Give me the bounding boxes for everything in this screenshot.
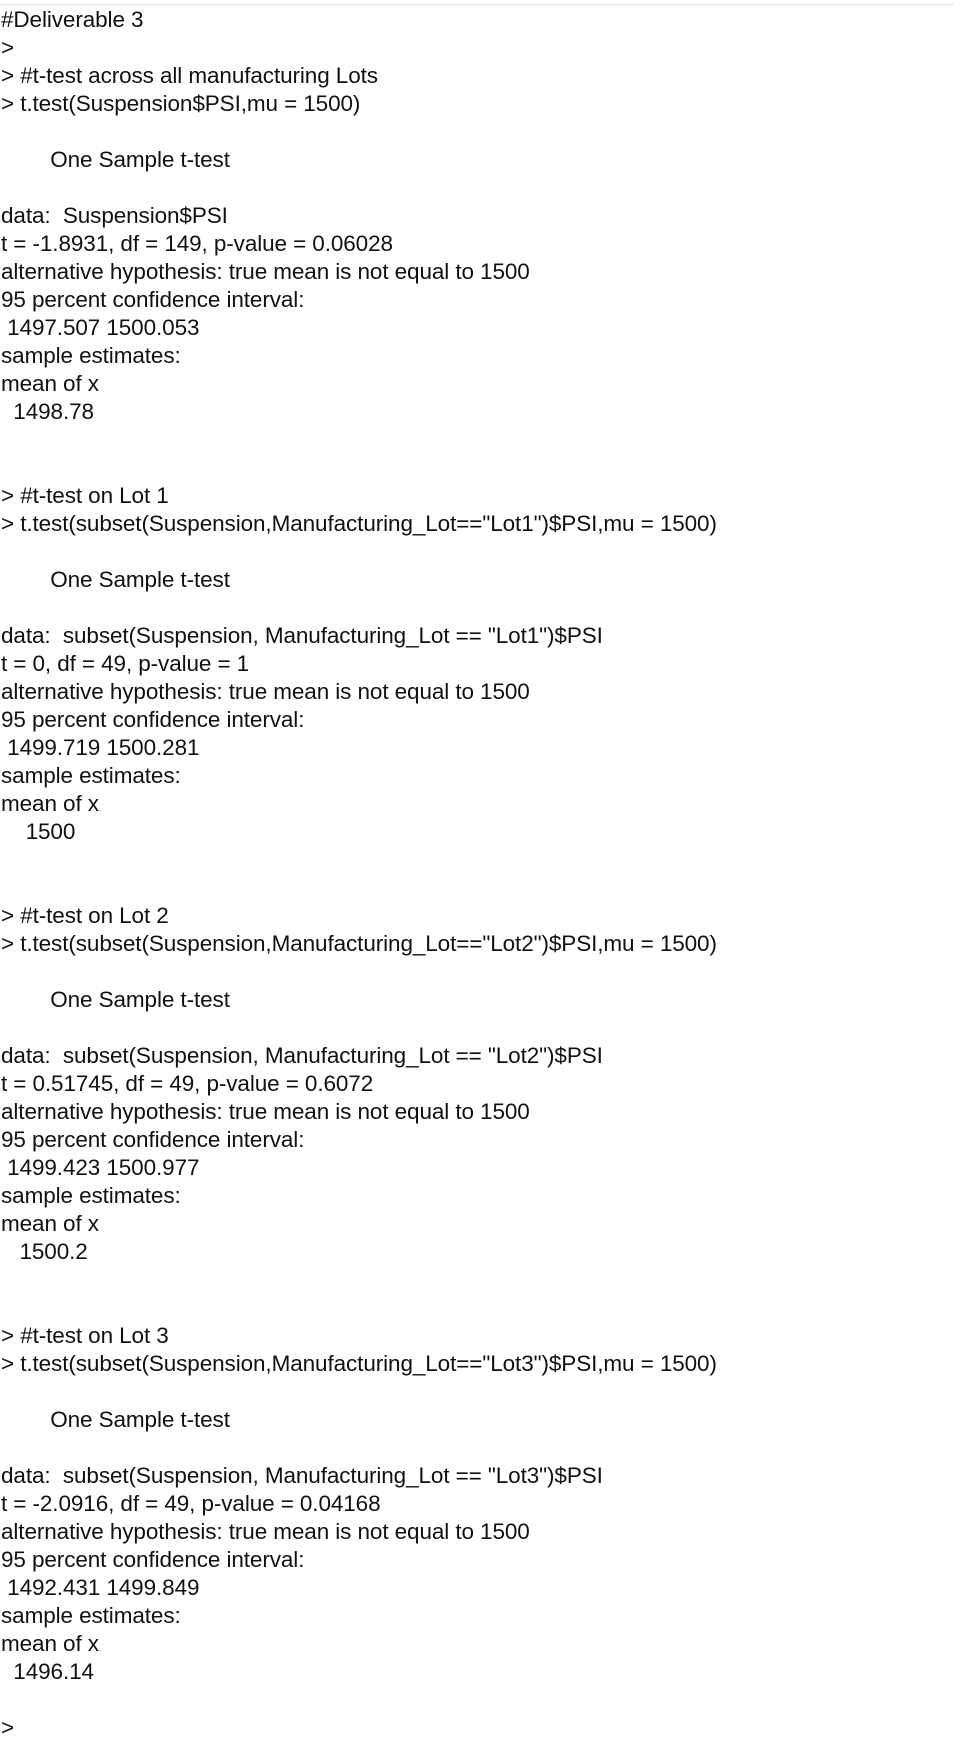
block-ci-label: 95 percent confidence interval: (1, 1547, 305, 1572)
blank-line (1, 594, 951, 622)
block-mean-value: 1500.2 (1, 1239, 88, 1264)
blank-line (1, 454, 951, 482)
blank-line (1, 1014, 951, 1042)
r-console-output[interactable] (1, 6, 951, 1742)
block-ci-values: 1497.507 1500.053 (1, 315, 200, 340)
block-alt-hypothesis: alternative hypothesis: true mean is not equal to 1500 (1, 259, 530, 284)
header-comment: #Deliverable 3 (1, 7, 144, 32)
block-mean-label: mean of x (1, 1211, 99, 1236)
ttest-block-lot3 (1, 1322, 951, 1714)
block-ci-label: 95 percent confidence interval: (1, 287, 305, 312)
block-estimates-label: sample estimates: (1, 1183, 181, 1208)
block-mean-value: 1498.78 (1, 399, 94, 424)
block-command: > t.test(subset(Suspension,Manufacturing_Lot=="Lot1")$PSI,mu = 1500) (1, 511, 717, 536)
block-stats: t = -2.0916, df = 49, p-value = 0.04168 (1, 1491, 381, 1516)
blank-line (1, 1266, 951, 1294)
blank-line (1, 1686, 951, 1714)
block-mean-value: 1500 (1, 819, 76, 844)
block-data: data: subset(Suspension, Manufacturing_Lot == "Lot2")$PSI (1, 1043, 603, 1068)
ttest-block-lot2 (1, 902, 951, 1322)
blank-line (1, 1294, 951, 1322)
block-mean-value: 1496.14 (1, 1659, 94, 1684)
blank-line (1, 426, 951, 454)
block-ci-values: 1499.423 1500.977 (1, 1155, 200, 1180)
block-alt-hypothesis: alternative hypothesis: true mean is not equal to 1500 (1, 679, 530, 704)
block-mean-label: mean of x (1, 1631, 99, 1656)
block-command: > t.test(subset(Suspension,Manufacturing_Lot=="Lot3")$PSI,mu = 1500) (1, 1351, 717, 1376)
block-alt-hypothesis: alternative hypothesis: true mean is not equal to 1500 (1, 1099, 530, 1124)
block-title: One Sample t-test (1, 987, 230, 1012)
block-mean-label: mean of x (1, 371, 99, 396)
block-ci-label: 95 percent confidence interval: (1, 1127, 305, 1152)
block-comment: > #t-test on Lot 3 (1, 1323, 169, 1348)
blank-line (1, 1434, 951, 1462)
block-alt-hypothesis: alternative hypothesis: true mean is not equal to 1500 (1, 1519, 530, 1544)
blank-line (1, 118, 951, 146)
block-stats: t = 0, df = 49, p-value = 1 (1, 651, 250, 676)
block-ci-values: 1492.431 1499.849 (1, 1575, 200, 1600)
block-ci-values: 1499.719 1500.281 (1, 735, 200, 760)
block-stats: t = 0.51745, df = 49, p-value = 0.6072 (1, 1071, 374, 1096)
block-stats: t = -1.8931, df = 149, p-value = 0.06028 (1, 231, 393, 256)
block-mean-label: mean of x (1, 791, 99, 816)
block-title: One Sample t-test (1, 1407, 230, 1432)
block-estimates-label: sample estimates: (1, 343, 181, 368)
header-prompt: > (1, 35, 15, 60)
blank-line (1, 846, 951, 874)
blank-line (1, 958, 951, 986)
block-comment: > #t-test across all manufacturing Lots (1, 63, 378, 88)
block-command: > t.test(Suspension$PSI,mu = 1500) (1, 91, 361, 116)
block-data: data: subset(Suspension, Manufacturing_Lot == "Lot1")$PSI (1, 623, 603, 648)
block-comment: > #t-test on Lot 1 (1, 483, 169, 508)
block-title: One Sample t-test (1, 147, 230, 172)
block-ci-label: 95 percent confidence interval: (1, 707, 305, 732)
block-command: > t.test(subset(Suspension,Manufacturing_Lot=="Lot2")$PSI,mu = 1500) (1, 931, 717, 956)
top-divider (0, 4, 954, 5)
block-data: data: Suspension$PSI (1, 203, 228, 228)
block-estimates-label: sample estimates: (1, 763, 181, 788)
ttest-block-lot1 (1, 482, 951, 902)
blank-line (1, 1378, 951, 1406)
block-estimates-label: sample estimates: (1, 1603, 181, 1628)
blank-line (1, 538, 951, 566)
blank-line (1, 174, 951, 202)
block-title: One Sample t-test (1, 567, 230, 592)
ttest-block-all-lots (1, 62, 951, 482)
block-comment: > #t-test on Lot 2 (1, 903, 169, 928)
blank-line (1, 874, 951, 902)
block-data: data: subset(Suspension, Manufacturing_Lot == "Lot3")$PSI (1, 1463, 603, 1488)
console-prompt[interactable]: > (1, 1715, 15, 1740)
